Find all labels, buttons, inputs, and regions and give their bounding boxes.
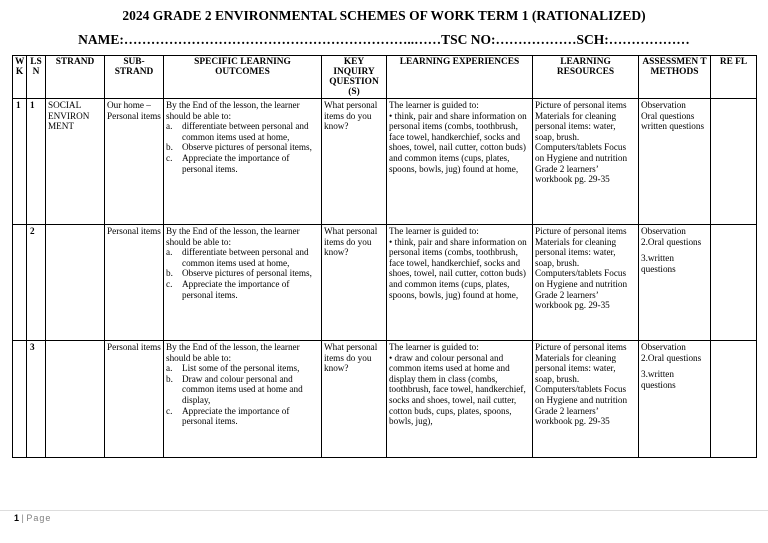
assessment-item: Observation [641, 342, 686, 352]
assessment-item: written questions [641, 121, 705, 132]
week-cell: 1 [13, 99, 27, 225]
resources-cell: Picture of personal items Materials for cleaning personal items: water, soap, brush. Computers/tablets Focus on Hygiene and nutrition Grade 2 learners’ workbook pg. 29-35 [533, 99, 639, 225]
col-header-resources: LEARNING RESOURCES [533, 56, 639, 99]
question-cell: What personal items do you know? [322, 225, 387, 341]
list-item: b. Observe pictures of personal items, [166, 268, 312, 279]
outcomes-list [166, 363, 319, 427]
experiences-cell [387, 341, 533, 458]
list-item: a. differentiate between personal and common items used at home, [166, 121, 309, 142]
page-number: 1 [14, 513, 20, 523]
sub-strand-cell: Personal items [105, 225, 164, 341]
reflection-cell [711, 99, 757, 225]
sub-strand-cell: Our home – Personal items [105, 99, 164, 225]
experiences-text: • think, pair and share information on personal items (combs, toothbrush, face towel, handkerchief, socks and shoes, towel, nail cutter, cotton buds) and common items (cups, plates, spoons, bowls, jug) found at home, [389, 236, 527, 300]
lesson-cell: 2 [27, 225, 46, 341]
outcomes-intro: By the End of the lesson, the learner should be able to: [166, 226, 300, 247]
footer-divider [0, 510, 768, 511]
assessment-cell [639, 341, 711, 458]
reflection-cell [711, 341, 757, 458]
assessment-item: Observation [641, 100, 686, 110]
assessment-item: 2.Oral questions [641, 352, 702, 363]
sub-strand-cell: Personal items [105, 341, 164, 458]
experiences-intro: The learner is guided to: [389, 226, 479, 236]
col-header-question: KEY INQUIRY QUESTION (S) [322, 56, 387, 99]
assessment-item: 3.written questions [641, 369, 676, 390]
col-header-week: W K [13, 56, 27, 99]
experiences-cell [387, 99, 533, 225]
table-row [13, 341, 757, 458]
assessment-item: 3.written questions [641, 253, 676, 274]
document-title: 2024 GRADE 2 ENVIRONMENTAL SCHEMES OF WORK TERM 1 (RATIONALIZED) [122, 8, 646, 23]
col-header-reflection: RE FL [711, 56, 757, 99]
page-label: Page [26, 513, 52, 523]
resources-cell: Picture of personal items Materials for cleaning personal items: water, soap, brush. Computers/tablets Focus on Hygiene and nutrition Grade 2 learners’ workbook pg. 29-35 [533, 341, 639, 458]
list-item: b. Observe pictures of personal items, [166, 142, 312, 153]
identity-line: NAME:………………………………………………………..……TSC NO:………………SCH:……………… [78, 32, 690, 47]
experiences-intro: The learner is guided to: [389, 100, 479, 110]
lesson-cell: 1 [27, 99, 46, 225]
experiences-intro: The learner is guided to: [389, 342, 479, 352]
list-item: a. differentiate between personal and common items used at home, [166, 247, 309, 268]
col-header-outcomes: SPECIFIC LEARNING OUTCOMES [164, 56, 322, 99]
col-header-strand: STRAND [46, 56, 105, 99]
assessment-cell [639, 99, 711, 225]
question-cell: What personal items do you know? [322, 99, 387, 225]
col-header-assessment: ASSESSMEN T METHODS [639, 56, 711, 99]
col-header-lesson: LS N [27, 56, 46, 99]
week-cell [13, 225, 27, 341]
question-cell: What personal items do you know? [322, 341, 387, 458]
scheme-table [12, 55, 757, 458]
assessment-cell [639, 225, 711, 341]
outcomes-list [166, 247, 319, 300]
list-item: a. List some of the personal items, [166, 363, 300, 374]
experiences-text: • draw and colour personal and common items used at home and display them in class (combs, toothbrush, face towel, handkerchief, socks and shoes, towel, nail cutter, cotton buds, cups, plates, spoons, bowls, jug), [389, 352, 526, 427]
assessment-item: Oral questions [641, 110, 695, 121]
list-item: b. Draw and colour personal and common items used at home and display, [166, 373, 303, 405]
list-item: c. Appreciate the importance of personal items. [166, 152, 290, 174]
outcomes-intro: By the End of the lesson, the learner should be able to: [166, 342, 300, 363]
experiences-cell [387, 225, 533, 341]
assessment-item: Observation [641, 226, 686, 236]
strand-cell [46, 225, 105, 341]
week-cell [13, 341, 27, 458]
strand-cell: SOCIAL ENVIRON MENT [46, 99, 105, 225]
table-row [13, 225, 757, 341]
outcomes-intro: By the End of the lesson, the learner should be able to: [166, 100, 300, 121]
col-header-sub-strand: SUB-STRAND [105, 56, 164, 99]
page-separator: | [21, 513, 24, 523]
page-footer [14, 513, 51, 523]
experiences-text: • think, pair and share information on personal items (combs, toothbrush, face towel, handkerchief, socks and shoes, towel, nail cutter, cotton buds) and common items (cups, plates, spoons, bowls, jug) found at home, [389, 110, 527, 174]
strand-cell [46, 341, 105, 458]
lesson-cell: 3 [27, 341, 46, 458]
list-item: c. Appreciate the importance of personal items. [166, 278, 290, 300]
outcomes-cell [164, 225, 322, 341]
table-header-row [13, 56, 757, 99]
outcomes-list [166, 121, 319, 174]
table-row [13, 99, 757, 225]
col-header-experiences: LEARNING EXPERIENCES [387, 56, 533, 99]
resources-cell: Picture of personal items Materials for cleaning personal items: water, soap, brush. Computers/tablets Focus on Hygiene and nutrition Grade 2 learners’ workbook pg. 29-35 [533, 225, 639, 341]
reflection-cell [711, 225, 757, 341]
assessment-item: 2.Oral questions [641, 236, 702, 247]
outcomes-cell [164, 99, 322, 225]
list-item: c. Appreciate the importance of personal items. [166, 405, 290, 427]
outcomes-cell [164, 341, 322, 458]
